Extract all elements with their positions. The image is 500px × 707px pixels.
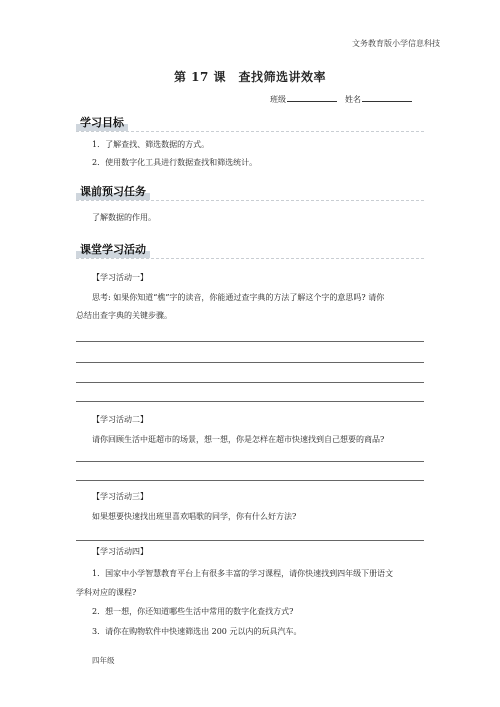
section-heading-goals: 学习目标 [76, 116, 128, 131]
activity-2-text: 请你回顾生活中逛超市的场景，想一想，你是怎样在超市快速找到自己想要的商品? [92, 435, 385, 444]
activity-4-item-3: 3．请你在购物软件中快速筛选出 200 元以内的玩具汽车。 [92, 627, 302, 636]
answer-line[interactable] [76, 341, 424, 342]
activity-4-label: 【学习活动四】 [92, 547, 148, 556]
activity-1-text-line-2: 总结出查字典的关键步骤。 [76, 311, 172, 320]
answer-line[interactable] [76, 401, 424, 402]
name-label: 姓名 [345, 95, 361, 104]
grade-footer: 四年级 [92, 656, 115, 665]
section-divider [76, 258, 424, 259]
section-heading-activities: 课堂学习活动 [76, 243, 150, 258]
activity-1-label: 【学习活动一】 [92, 273, 148, 282]
activity-2-label: 【学习活动二】 [92, 415, 148, 424]
class-label: 班级 [270, 95, 286, 104]
activity-1-text-line-1: 思考: 如果你知道“樵”字的读音，你能通过查字典的方法了解这个字的意思吗? 请你 [92, 293, 385, 302]
answer-line[interactable] [76, 540, 424, 541]
publisher-header: 文务教育版小学信息科技 [352, 39, 440, 48]
answer-line[interactable] [76, 362, 424, 363]
section-divider [76, 131, 424, 132]
lesson-title: 第 17 课 查找筛选讲效率 [173, 70, 327, 84]
goal-item-2: 2．使用数字化工具进行数据查找和筛选统计。 [92, 158, 258, 167]
activity-4-item-2: 2．想一想，你还知道哪些生活中常用的数字化查找方式? [92, 607, 294, 616]
preview-text: 了解数据的作用。 [92, 213, 156, 222]
section-divider [76, 200, 424, 201]
activity-3-label: 【学习活动三】 [92, 492, 148, 501]
activity-4-item-1-line-2: 学科对应的课程? [76, 588, 137, 597]
section-heading-preview: 课前预习任务 [76, 185, 150, 200]
class-blank [287, 93, 337, 102]
name-blank [362, 93, 412, 102]
activity-4-item-1-line-1: 1．国家中小学智慧教育平台上有很多丰富的学习课程，请你快速找到四年级下册语文 [92, 569, 394, 578]
class-name-fields [270, 93, 412, 105]
activity-3-text: 如果想要快速找出班里喜欢唱歌的同学，你有什么好方法? [92, 512, 297, 521]
goal-item-1: 1．了解查找、筛选数据的方式。 [92, 140, 210, 149]
answer-line[interactable] [76, 480, 424, 481]
answer-line[interactable] [76, 382, 424, 383]
answer-line[interactable] [76, 461, 424, 462]
